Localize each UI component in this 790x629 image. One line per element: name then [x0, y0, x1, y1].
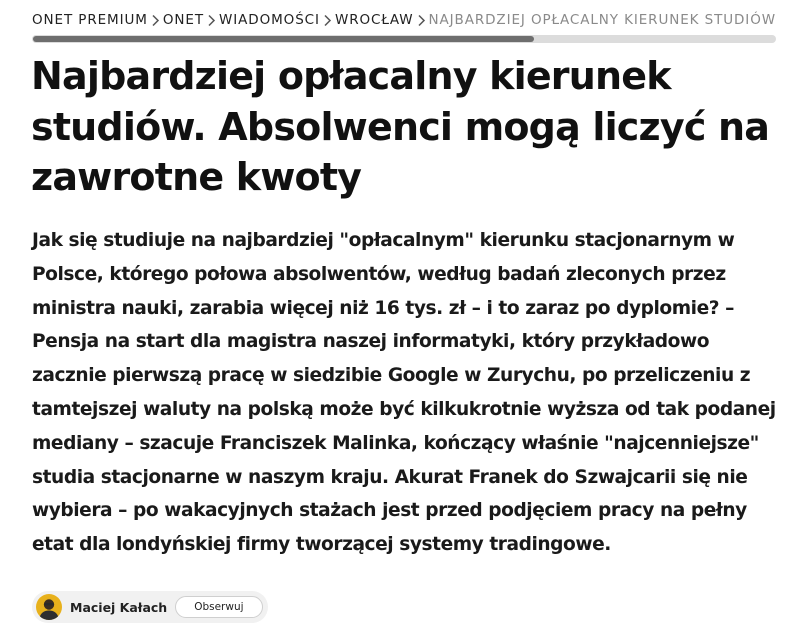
follow-button[interactable]: Obserwuj — [175, 596, 262, 618]
breadcrumb — [32, 10, 776, 30]
breadcrumb-item-onet[interactable]: ONET — [162, 12, 204, 28]
article-lead: Jak się studiuje na najbardziej "opłacalnym" kierunku stacjonarnym w Polsce, którego połowa absolwentów, według badań zleconych przez ministra nauki, zarabia więcej niż 16 tys. zł – i to zaraz po dyplomie? – Pensja na start dla magistra naszej informatyki, który przykładowo zacznie pierwszą pracę w siedzibie Google w Zurychu, po przeliczeniu z tamtejszej waluty na polską może być kilkukrotnie wyższa od tak podanej mediany – szacuje Franciszek Malinka, kończący właśnie "najcenniejsze" studia stacjonarne w naszym kraju. Akurat Franek do Szwajcarii się nie wybiera – po wakacyjnych stażach jest przed podjęciem pracy na pełny etat dla londyńskiej firmy tworzącej systemy tradingowe. — [32, 230, 776, 556]
author-chip — [32, 591, 268, 623]
breadcrumb-item-wiadomosci[interactable]: WIADOMOŚCI — [219, 12, 320, 28]
chevron-right-icon — [204, 14, 219, 27]
chevron-right-icon — [413, 14, 428, 27]
chevron-right-icon — [148, 14, 163, 27]
author-name[interactable]: Maciej Kałach — [70, 599, 168, 615]
breadcrumb-item-onet-premium[interactable]: ONET PREMIUM — [32, 12, 148, 28]
scrollbar-thumb[interactable] — [33, 36, 534, 42]
breadcrumb-item-current: NAJBARDZIEJ OPŁACALNY KIERUNEK STUDIÓW — [428, 12, 776, 28]
chevron-right-icon — [320, 14, 335, 27]
article-title: Najbardziej opłacalny kierunek studiów. Absolwenci mogą liczyć na zawrotne kwoty — [31, 54, 770, 199]
breadcrumb-scrollbar[interactable] — [32, 35, 776, 43]
breadcrumb-item-wroclaw[interactable]: WROCŁAW — [334, 12, 414, 28]
author-avatar[interactable] — [36, 594, 62, 620]
